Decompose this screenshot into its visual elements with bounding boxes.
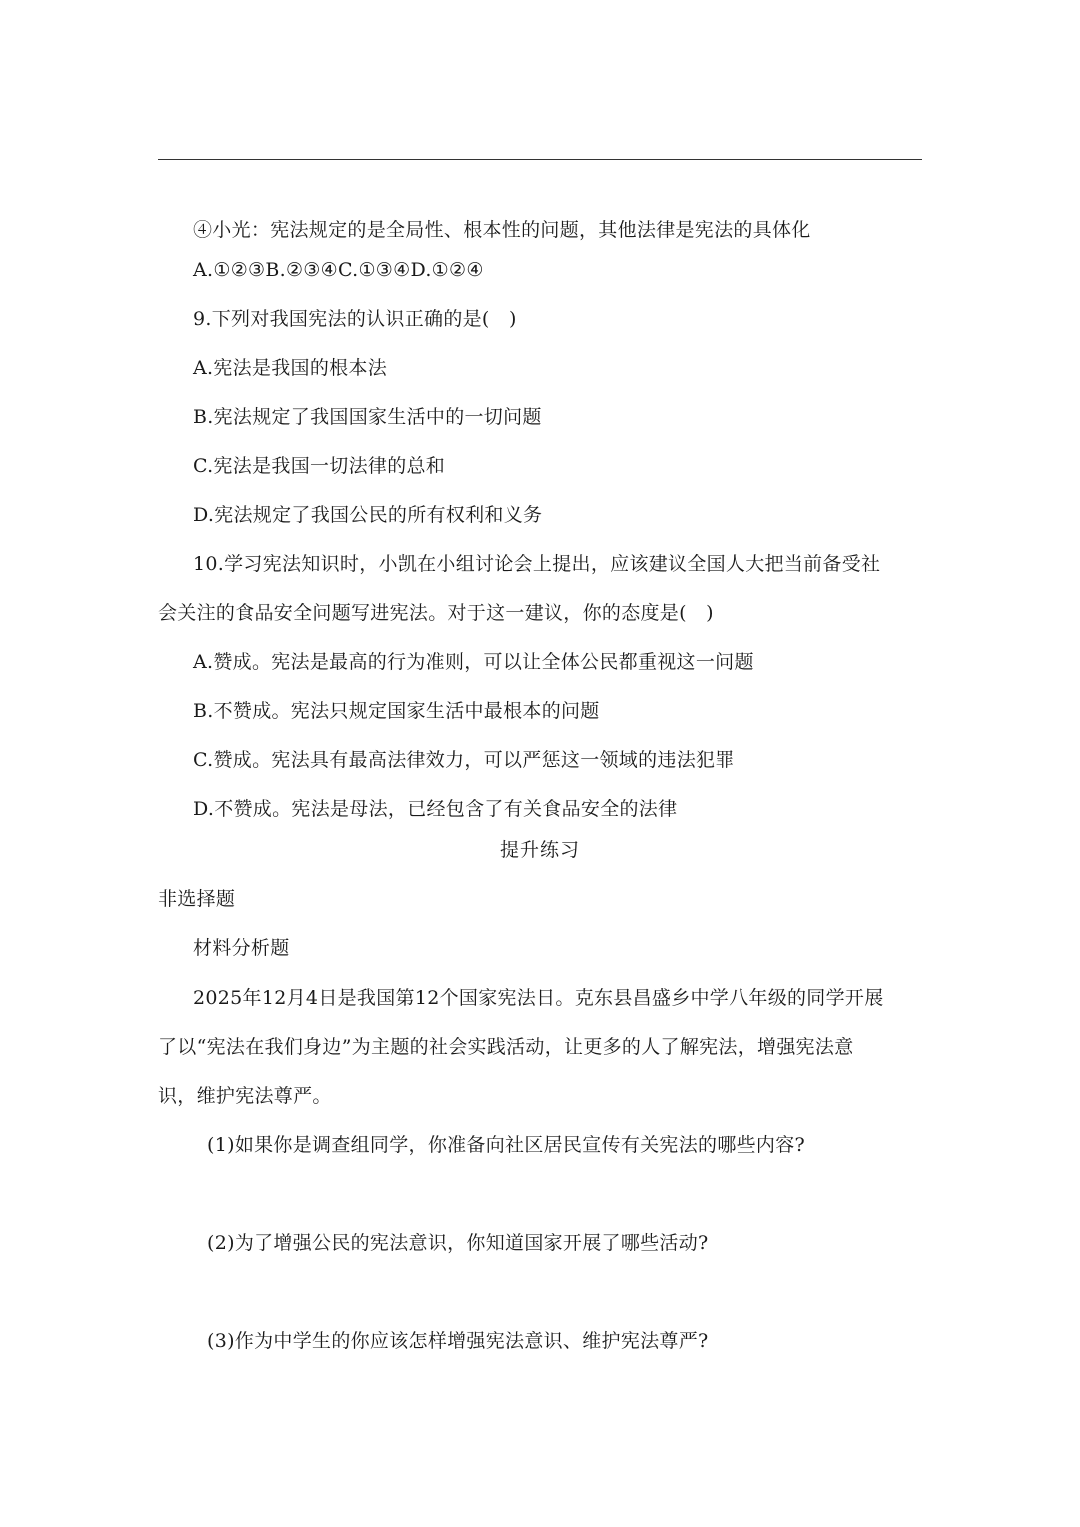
option-4-text: ④小光：宪法规定的是全局性、根本性的问题，其他法律是宪法的具体化 <box>193 219 811 241</box>
sub-question-3: (3)作为中学生的你应该怎样增强宪法意识、维护宪法尊严? <box>207 1330 709 1352</box>
section-title: 提升练习 <box>499 839 580 861</box>
question-type-label: 材料分析题 <box>193 937 290 959</box>
q8-answer-options: A.①②③B.②③④C.①③④D.①②④ <box>193 259 484 281</box>
q10-option-c: C.赞成。宪法具有最高法律效力，可以严惩这一领域的违法犯罪 <box>193 749 735 771</box>
material-line-3: 识，维护宪法尊严。 <box>158 1085 332 1107</box>
material-line-1: 2025年12月4日是我国第12个国家宪法日。克东县昌盛乡中学八年级的同学开展 <box>193 987 884 1009</box>
sub-question-2: (2)为了增强公民的宪法意识，你知道国家开展了哪些活动? <box>207 1232 709 1254</box>
q10-option-a: A.赞成。宪法是最高的行为准则，可以让全体公民都重视这一问题 <box>193 651 754 673</box>
q9-stem: 9.下列对我国宪法的认识正确的是( ) <box>193 308 517 330</box>
q9-option-d: D.宪法规定了我国公民的所有权利和义务 <box>193 504 543 526</box>
section-subtitle: 非选择题 <box>158 888 236 910</box>
q10-option-b: B.不赞成。宪法只规定国家生活中最根本的问题 <box>193 700 600 722</box>
material-line-2: 了以“宪法在我们身边”为主题的社会实践活动，让更多的人了解宪法，增强宪法意 <box>158 1036 854 1058</box>
q9-option-a: A.宪法是我国的根本法 <box>193 357 388 379</box>
q9-option-b: B.宪法规定了我国国家生活中的一切问题 <box>193 406 542 428</box>
header-rule <box>158 159 922 160</box>
sub-question-1: (1)如果你是调查组同学，你准备向社区居民宣传有关宪法的哪些内容? <box>207 1134 806 1156</box>
q10-stem-line1: 10.学习宪法知识时，小凯在小组讨论会上提出，应该建议全国人大把当前备受社 <box>193 553 881 575</box>
q10-stem-line2: 会关注的食品安全问题写进宪法。对于这一建议，你的态度是( ) <box>158 602 714 624</box>
q10-option-d: D.不赞成。宪法是母法，已经包含了有关食品安全的法律 <box>193 798 678 820</box>
q9-option-c: C.宪法是我国一切法律的总和 <box>193 455 446 477</box>
